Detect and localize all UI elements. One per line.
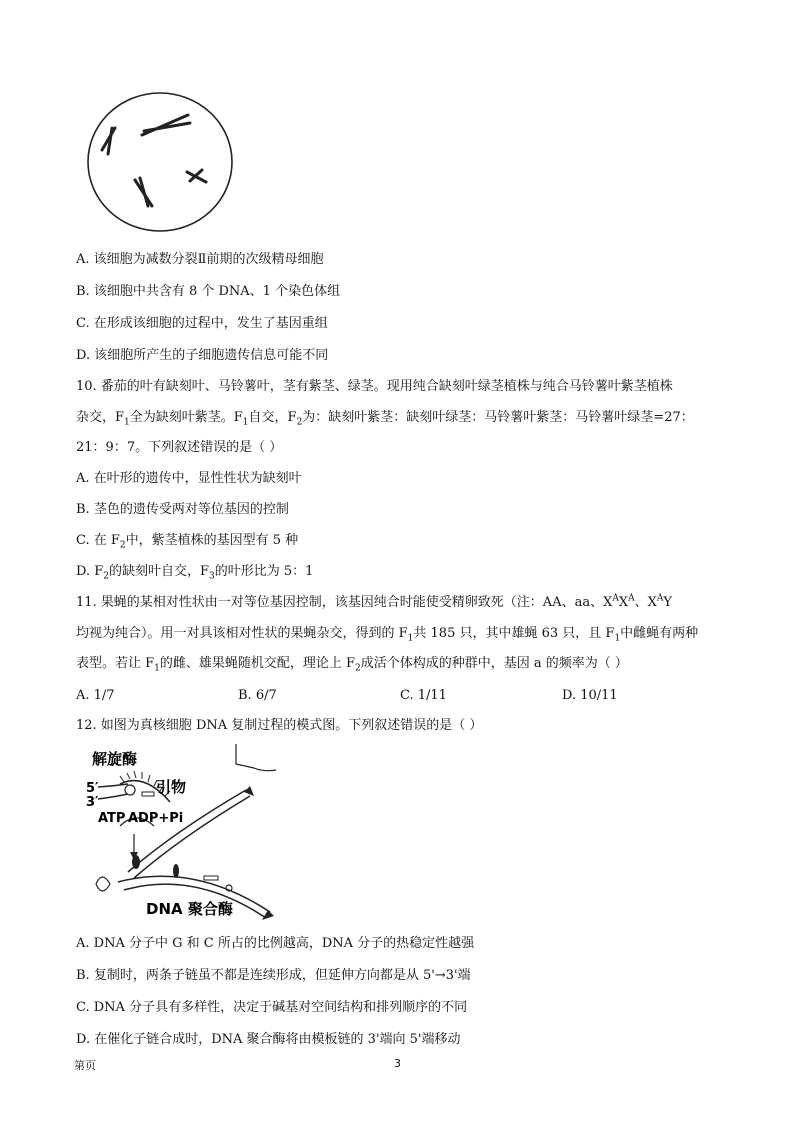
q10-stem-line2: 杂交，$F_1$全为缺刻叶紫茎。$F_1$自交，$F_2$为：缺刻叶紫茎：缺刻叶绿茎：马铃薯叶紫茎：马铃薯叶绿茎=27： (76, 410, 694, 428)
page-number: 3 (394, 1057, 401, 1070)
q12-option-a[interactable]: A. DNA 分子中 G 和 C 所占的比例越高，DNA 分子的热稳定性越强 (76, 936, 475, 951)
label-adp: ADP+Pi (128, 811, 184, 826)
q10-option-a[interactable]: A. 在叶形的遗传中，显性性状为缺刻叶 (76, 471, 302, 486)
label-primer: 引物 (156, 778, 187, 796)
label-helicase: 解旋酶 (92, 750, 138, 768)
cell-chromosome-figure (80, 88, 240, 238)
label-three-prime: 3′ (86, 795, 99, 810)
polymerase-blob-2 (173, 864, 179, 878)
q11-option-a[interactable]: A. 1/7 (76, 688, 115, 703)
dna-replication-diagram (84, 742, 294, 922)
q10-option-b[interactable]: B. 茎色的遗传受两对等位基因的控制 (76, 502, 289, 517)
q12-stem: 12. 如图为真核细胞 DNA 复制过程的模式图。下列叙述错误的是（ ） (76, 718, 483, 733)
q10-option-d[interactable]: D. $F_2$的缺刻叶自交，$F_3$的叶形比为 5：1 (76, 564, 314, 582)
q12-option-d[interactable]: D. 在催化子链合成时，DNA 聚合酶将由模板链的 3'端向 5'端移动 (76, 1032, 461, 1047)
q11-stem-line1: 11. 果蝇的某相对性状由一对等位基因控制，该基因纯合时能使受精卵致死（注：AA、aa、$X^AX^A$、$X^AY$ (76, 593, 672, 610)
primer-mark (142, 792, 154, 796)
q10-option-c[interactable]: C. 在 $F_2$中，紫茎植株的基因型有 5 种 (76, 533, 299, 551)
label-atp: ATP (98, 811, 126, 826)
footer-label: 第页 (74, 1059, 96, 1072)
label-dna-polymerase: DNA 聚合酶 (146, 900, 233, 918)
q12-option-c[interactable]: C. DNA 分子具有多样性，决定于碱基对空间结构和排列顺序的不同 (76, 1000, 468, 1015)
label-five-prime: 5′ (86, 781, 99, 796)
q9-option-b[interactable]: B. 该细胞中共含有 8 个 DNA、1 个染色体组 (76, 284, 341, 299)
leading-strand (128, 790, 246, 872)
cell-membrane (88, 93, 232, 231)
q9-option-a[interactable]: A. 该细胞为减数分裂Ⅱ前期的次级精母细胞 (76, 252, 324, 267)
q11-option-c[interactable]: C. 1/11 (400, 688, 447, 703)
q11-stem-line3: 表型。若让 $F_1$的雌、雄果蝇随机交配，理论上 $F_2$成活个体构成的种群中，基因 a 的频率为（ ） (76, 656, 628, 674)
q10-stem-line3: 21：9：7。下列叙述错误的是（ ） (76, 440, 283, 455)
q11-stem-line2: 均视为纯合）。用一对具该相对性状的果蝇杂交，得到的 $F_1$共 185 只，其中雄蝇 63 只，且 $F_1$中雌蝇有两种 (76, 626, 699, 644)
q9-option-d[interactable]: D. 该细胞所产生的子细胞遗传信息可能不同 (76, 348, 329, 363)
q11-option-b[interactable]: B. 6/7 (238, 688, 277, 703)
chromosome-large (142, 115, 190, 135)
q9-option-c[interactable]: C. 在形成该细胞的过程中，发生了基因重组 (76, 316, 328, 331)
chromosome-middle (135, 178, 152, 206)
chromosome-right (187, 170, 206, 182)
q11-option-d[interactable]: D. 10/11 (562, 688, 618, 703)
chromosome-left (102, 128, 115, 154)
q10-stem-line1: 10. 番茄的叶有缺刻叶、马铃薯叶，茎有紫茎、绿茎。现用纯合缺刻叶绿茎植株与纯合马铃薯叶紫茎植株 (76, 379, 673, 394)
q12-option-b[interactable]: B. 复制时，两条子链虽不都是连续形成，但延伸方向都是从 5'→3'端 (76, 968, 471, 983)
